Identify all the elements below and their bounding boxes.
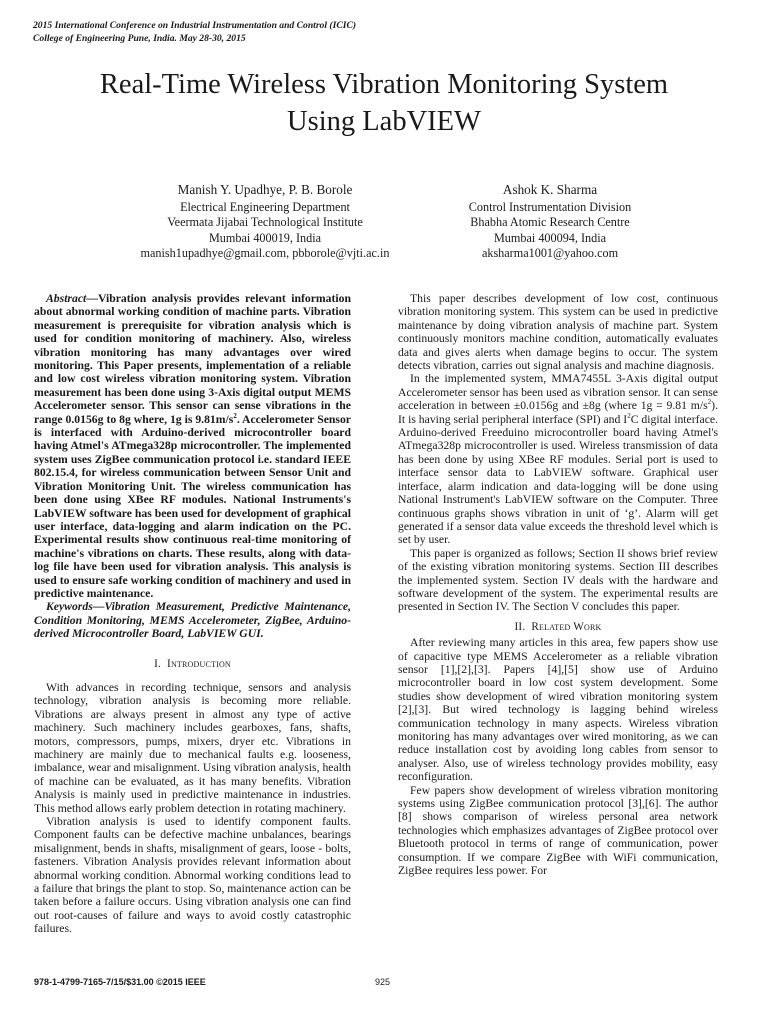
p2-text-c: C digital interface. Arduino-derived Freeduino microcontroller board having Atmel's ATmega328p microcontroller is used. Wireless transmission of data has been done by using XBee RF modules. Serial port is used to interface sensor data to LabVIEW software. Graphical user interface, alarm indication and data-logging will be done using National Instrument's LabVIEW software on the Computer. Three continuous graphs shows vibration in unit of ‘g’. Alarm will get generated if a sensor data value exceeds the threshold level which is set by user. xyxy=(398,412,718,547)
title-line-1: Real-Time Wireless Vibration Monitoring System xyxy=(99,69,669,100)
right-paragraph-1: This paper describes development of low cost, continuous vibration monitoring system. This system can be used in predictive maintenance by doing vibration analysis of machine part. System continuously monitors machine condition, automatically evaluates data and gives alerts when damage begins to occur. The system detects vibration, carries out signal analysis and machine diagnosis. xyxy=(398,292,718,373)
related-paragraph-2: Few papers show development of wireless vibration monitoring systems using ZigBee communication protocol [3],[6]. The author [8] shows comparison of wireless personal area network technologies which emphasizes advantages of ZigBee protocol over Bluetooth protocol in terms of range of communication, power consumption. If we compare ZigBee with WiFi communication, ZigBee requires less power. For xyxy=(398,783,718,878)
abstract-text-b: . Accelerometer Sensor is interfaced with Arduino-derived microcontroller board having Atmel's ATmega328p microcontroller. The implemented system uses ZigBee communication protocol i.e. standard IEEE 802.15.4, for wireless communication between Sensor Unit and Vibration Monitoring Unit. The wireless communication has been done using XBee RF modules. National Instruments's LabVIEW software has been used for development of graphical user interface, data-logging and alarm indication on the PC. Experimental results show continuous real-time monitoring of machine's vibrations on charts. These results, along with data-log file have been used for vibration analysis. This analysis is used to ensure safe working condition of machinery and used in predictive maintenance. xyxy=(34,412,351,600)
right-column xyxy=(398,292,718,877)
author-institute: Veermata Jijabai Technological Institute xyxy=(167,215,363,230)
author-names: Ashok K. Sharma xyxy=(502,182,598,197)
p2-superscript-1: 2 xyxy=(707,398,712,407)
abstract-label: Abstract xyxy=(46,292,87,305)
p2-text-a: In the implemented system, MMA7455L 3-Axis digital output Accelerometer sensor has been used as vibration sensor. It can sense acceleration in between ±0.0156g and ±8g (where 1g = 9.81 m/s xyxy=(398,372,718,413)
author-email: manish1upadhye@gmail.com, pbborole@vjti.ac.in xyxy=(140,246,390,261)
conference-header xyxy=(33,20,733,45)
paper-title xyxy=(40,66,728,140)
title-line-2: Using LabVIEW xyxy=(287,106,481,137)
author-block-1 xyxy=(100,182,430,262)
section-title: Introduction xyxy=(167,657,231,670)
author-names: Manish Y. Upadhye, P. B. Borole xyxy=(177,182,353,197)
author-department: Control Instrumentation Division xyxy=(468,199,632,214)
page-number: 925 xyxy=(375,977,391,987)
abstract-superscript: 2 xyxy=(233,411,237,420)
left-column xyxy=(34,292,351,936)
section-numeral: I. xyxy=(154,657,162,670)
abstract xyxy=(34,292,351,600)
author-city: Mumbai 400094, India xyxy=(493,230,607,245)
author-city: Mumbai 400019, India xyxy=(208,230,322,245)
intro-paragraph-1: With advances in recording technique, sensors and analysis technology, vibration analysis is becoming more reliable. Vibrations are always present in almost any type of active machinery. Such machinery includes gearboxes, fans, shafts, motors, compressors, pumps, mixers, dryer etc. Vibrations in machinery are mainly due to mechanical faults e.g. looseness, imbalance, wear and misalignment. Using vibration analysis, health of machine can be evaluated, as it has many benefits. Vibration Analysis is mainly used in predictive maintenance in industries. This method allows early problem detection in rotating machinery. xyxy=(34,680,351,815)
conference-line: 2015 International Conference on Industrial Instrumentation and Control (ICIC) xyxy=(33,20,357,31)
related-paragraph-1: After reviewing many articles in this area, few papers show use of capacitive type MEMS Accelerometer as a reliable vibration sensor [1],[2],[3]. Papers [4],[5] show use of Arduino microcontroller board in low cost system development. Some studies show development of wired vibration monitoring system [2],[3]. But wired technology is lagging behind wireless communication technology in many aspects. Wireless vibration monitoring has many advantages over wired monitoring, as we can reduce installation cost by avoiding long cables from sensor to analyser. Also, use of wireless technology provides mobility, easy reconfiguration. xyxy=(398,636,718,784)
keywords xyxy=(34,600,351,640)
section-heading-introduction xyxy=(34,658,351,671)
author-department: Electrical Engineering Department xyxy=(180,199,350,214)
right-paragraph-2 xyxy=(398,372,718,546)
author-email: aksharma1001@yahoo.com xyxy=(481,246,619,261)
keywords-label: Keywords xyxy=(46,600,93,614)
section-numeral: II. xyxy=(514,620,526,633)
section-title: Related Work xyxy=(531,620,602,633)
keywords-text: —Vibration Measurement, Predictive Maintenance, Condition Monitoring, MEMS Accelerometer, ZigBee, Arduino-derived Microcontroller Board, LabVIEW GUI. xyxy=(34,600,351,641)
author-institute: Bhabha Atomic Research Centre xyxy=(470,215,630,230)
section-heading-related-work xyxy=(398,621,718,634)
p2-text-b: ). It is having serial peripheral interface (SPI) and I xyxy=(398,399,718,426)
p2-superscript-2: 2 xyxy=(627,411,631,420)
conference-venue-line: College of Engineering Pune, India. May 28-30, 2015 xyxy=(33,32,246,44)
abstract-text-a: —Vibration analysis provides relevant information about abnormal working condition of machine parts. Vibration measurement is prerequisite for vibration analysis which is used for condition monitoring of machinery. Also, wireless vibration monitoring has many advantages over wired monitoring. This Paper presents, implementation of a reliable and low cost wireless vibration monitoring system. Vibration measurement has been done using 3-Axis digital output MEMS Accelerometer sensor. This sensor can sense vibrations in the range 0.0156g to 8g where, 1g is 9.81m/s xyxy=(34,292,351,426)
intro-paragraph-2: Vibration analysis is used to identify component faults. Component faults can be defective machine unbalances, bearings misalignment, bends in shafts, misalignment of gears, loose - bolts, fasteners. Vibration Analysis provides relevant information about abnormal working condition. Abnormal working conditions lead to a failure that brings the plant to stop. So, maintenance action can be taken before a failure occurs. Using vibration analysis one can find out root-causes of failure and ways to avoid costly catastrophic failures. xyxy=(34,815,351,936)
author-block-2 xyxy=(410,182,690,262)
right-paragraph-3: This paper is organized as follows; Section II shows brief review of the existing vibration monitoring systems. Section III describes the implemented system. Section IV deals with the hardware and software development of the system. The experimental results are presented in Section IV. The Section V concludes this paper. xyxy=(398,546,718,614)
footer-isbn: 978-1-4799-7165-7/15/$31.00 ©2015 IEEE xyxy=(34,977,206,987)
